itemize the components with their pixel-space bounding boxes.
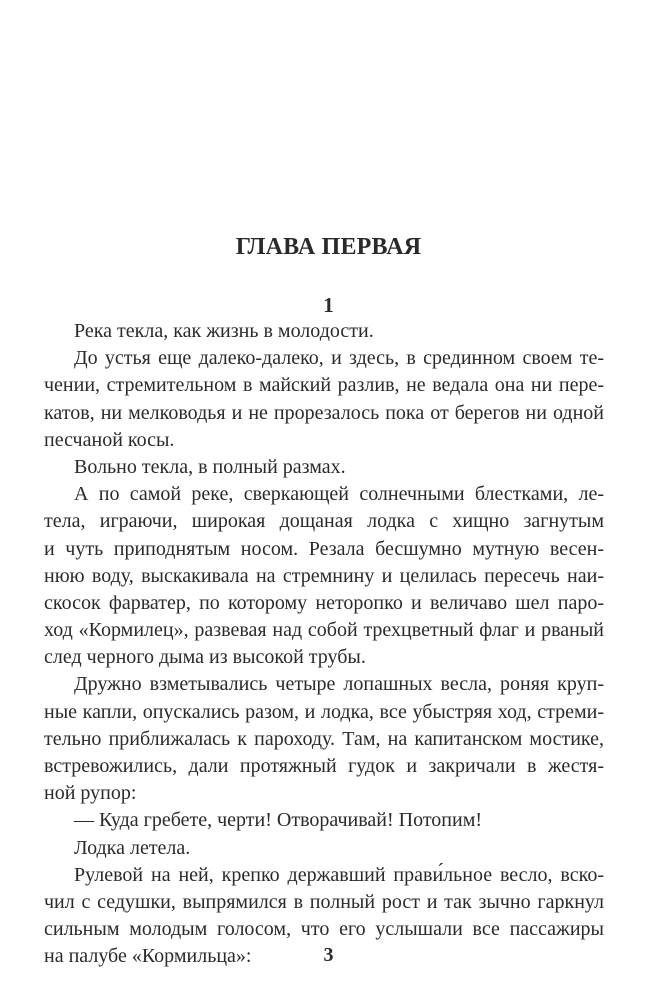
text-line: на палубе «Кормильца»: bbox=[44, 945, 252, 968]
text-line: нюю воду, выскакивала на стремнину и целилась пересечь наи- bbox=[44, 564, 604, 587]
text-line: скосок фарватер, по которому неторопко и величаво шел паро- bbox=[44, 591, 604, 614]
text-line: чении, стремительном в майский разлив, не ведала она ни пере- bbox=[44, 374, 604, 397]
body-text bbox=[44, 318, 604, 971]
text-line: песчаной косы. bbox=[44, 428, 175, 451]
text-line: ные капли, опускались разом, и лодка, все убыстряя ход, стреми- bbox=[44, 700, 604, 723]
text-line: сильным молодым голосом, что его услышали все пассажиры bbox=[44, 918, 604, 941]
text-line: Вольно текла, в полный размах. bbox=[74, 455, 346, 478]
text-line: тельно приближалась к пароходу. Там, на капитанском мостике, bbox=[44, 727, 604, 750]
text-line: — Куда гребете, черти! Отворачивай! Потопим! bbox=[74, 809, 483, 832]
text-line: До устья еще далеко-далеко, и здесь, в срединном своем те- bbox=[74, 347, 604, 370]
text-line: Река текла, как жизнь в молодости. bbox=[74, 320, 374, 342]
text-line: встревожились, дали протяжный гудок и закричали в жестя- bbox=[44, 755, 604, 777]
text-line: Рулевой на ней, крепко державший прави́льное весло, вско- bbox=[74, 863, 604, 886]
text-line: Дружно взметывались четыре лопашных весла, роняя круп- bbox=[74, 673, 604, 696]
text-line: чил с седушки, выпрямился в полный рост и так зычно гаркнул bbox=[44, 890, 604, 913]
text-line: ход «Кормилец», развевая над собой трехцветный флаг и рваный bbox=[44, 619, 604, 642]
text-line: Лодка летела. bbox=[74, 836, 191, 859]
chapter-title: ГЛАВА ПЕРВАЯ bbox=[235, 234, 422, 260]
text-line: тела, играючи, широкая дощаная лодка с хищно загнутым bbox=[44, 510, 604, 533]
text-line: след черного дыма из высокой трубы. bbox=[44, 646, 366, 669]
text-line: А по самой реке, сверкающей солнечными блестками, ле- bbox=[74, 483, 604, 506]
section-number: 1 bbox=[323, 293, 334, 317]
text-line: и чуть приподнятым носом. Резала бесшумно мутную весен- bbox=[44, 537, 604, 560]
text-line: катов, ни мелководья и не прорезалось пока от берегов ни одной bbox=[44, 401, 604, 424]
page-number: 3 bbox=[323, 944, 334, 966]
text-line: ной рупор: bbox=[44, 782, 137, 805]
